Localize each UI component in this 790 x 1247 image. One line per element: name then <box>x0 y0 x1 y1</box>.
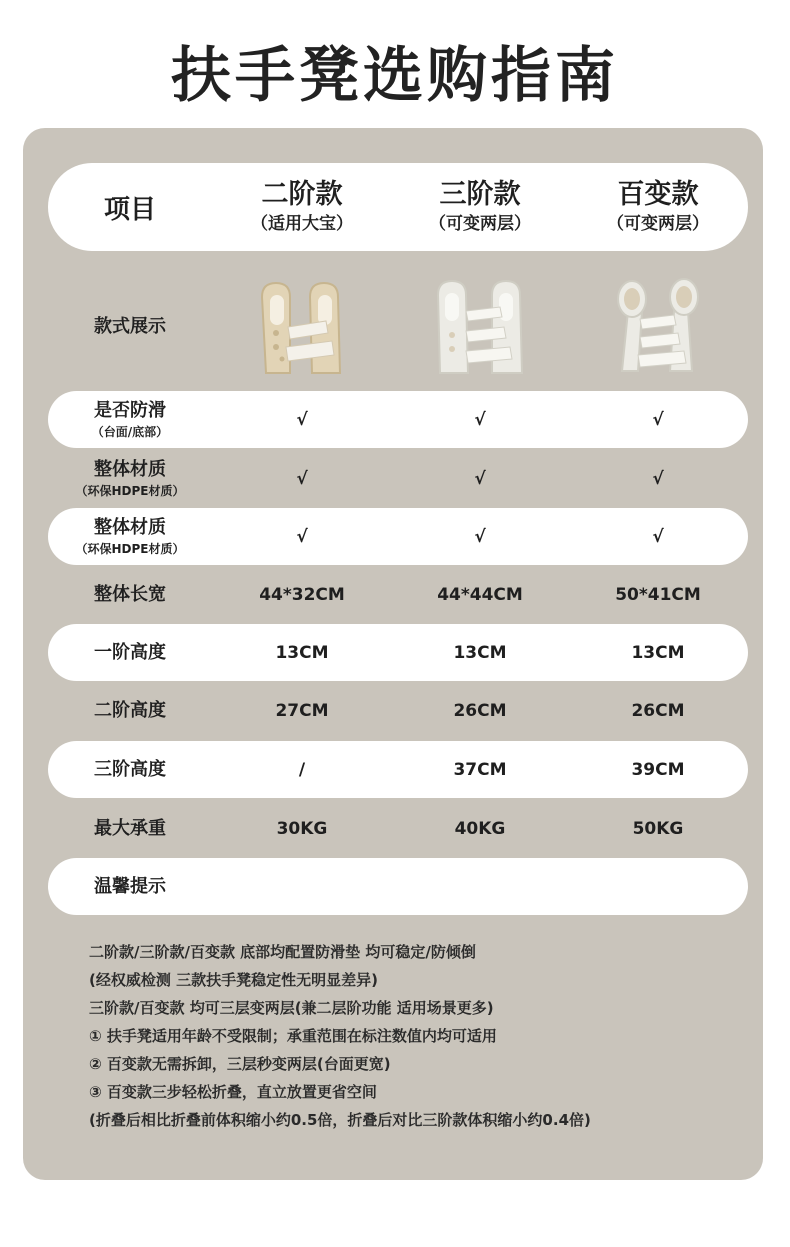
row-value: √ <box>652 526 664 547</box>
row-value: √ <box>652 468 664 489</box>
row-value: 13CM <box>631 642 685 663</box>
table-row <box>48 566 748 623</box>
row-value: √ <box>296 526 308 547</box>
row-value: 50*41CM <box>615 584 701 605</box>
tips-header <box>48 858 748 915</box>
row-sublabel: （环保HDPE材质） <box>75 483 185 498</box>
row-value: √ <box>296 409 308 430</box>
table-row <box>48 800 748 857</box>
note-line: (经权威检测 三款扶手凳稳定性无明显差异) <box>89 971 378 989</box>
column-name: 二阶款 <box>261 179 343 210</box>
note-line: ③ 百变款三步轻松折叠，直立放置更省空间 <box>89 1083 377 1101</box>
row-value: 39CM <box>631 759 685 780</box>
row-label: 整体材质 <box>94 516 166 538</box>
row-value: 50KG <box>632 818 684 839</box>
table-row <box>48 508 748 565</box>
row-value: / <box>298 759 306 780</box>
row-value: 13CM <box>453 642 507 663</box>
row-value: 30KG <box>276 818 328 839</box>
row-value: 13CM <box>275 642 329 663</box>
row-label: 最大承重 <box>94 817 166 839</box>
row-sublabel: （环保HDPE材质） <box>75 541 185 556</box>
note-line: 三阶款/百变款 均可三层变两层(兼二层阶功能 适用场景更多) <box>89 999 494 1017</box>
row-value: 44*44CM <box>437 584 523 605</box>
column-name: 百变款 <box>617 179 699 210</box>
three-step-stool-image <box>430 275 530 379</box>
row-value: √ <box>652 409 664 430</box>
row-value: 37CM <box>453 759 507 780</box>
tips-label: 温馨提示 <box>94 875 166 897</box>
convertible-stool-image <box>608 275 708 379</box>
column-name: 三阶款 <box>439 179 521 210</box>
row-value: 26CM <box>453 700 507 721</box>
table-row <box>48 624 748 681</box>
header-item-label: 项目 <box>103 194 156 225</box>
row-label: 一阶高度 <box>94 641 166 663</box>
note-line: 二阶款/三阶款/百变款 底部均配置防滑垫 均可稳定/防倾倒 <box>89 943 476 961</box>
note-line: ① 扶手凳适用年龄不受限制；承重范围在标注数值内均可适用 <box>89 1027 497 1045</box>
table-header <box>48 163 748 251</box>
row-label: 是否防滑 <box>94 399 166 421</box>
table-row <box>48 391 748 448</box>
column-subtitle: （适用大宝） <box>251 214 353 234</box>
row-label: 三阶高度 <box>94 758 166 780</box>
row-value: √ <box>296 468 308 489</box>
row-value: √ <box>474 468 486 489</box>
row-label: 整体长宽 <box>94 583 166 605</box>
table-row <box>48 682 748 739</box>
page-title: 扶手凳选购指南 <box>171 41 619 111</box>
row-value: 44*32CM <box>259 584 345 605</box>
note-line: (折叠后相比折叠前体积缩小约0.5倍，折叠后对比三阶款体积缩小约0.4倍) <box>89 1111 591 1129</box>
row-label: 款式展示 <box>94 316 166 337</box>
display-row <box>48 268 748 386</box>
two-step-stool-image <box>252 275 352 379</box>
row-value: √ <box>474 526 486 547</box>
row-value: 26CM <box>631 700 685 721</box>
table-row <box>48 450 748 507</box>
column-subtitle: （可变两层） <box>607 214 709 234</box>
note-line: ② 百变款无需拆卸，三层秒变两层(台面更宽) <box>89 1055 391 1073</box>
row-value: 27CM <box>275 700 329 721</box>
row-value: √ <box>474 409 486 430</box>
notes-list <box>89 938 749 1134</box>
row-label: 二阶高度 <box>94 699 166 721</box>
row-sublabel: （台面/底部） <box>91 424 169 439</box>
row-label: 整体材质 <box>94 458 166 480</box>
table-row <box>48 741 748 798</box>
column-subtitle: （可变两层） <box>429 214 531 234</box>
row-value: 40KG <box>454 818 506 839</box>
